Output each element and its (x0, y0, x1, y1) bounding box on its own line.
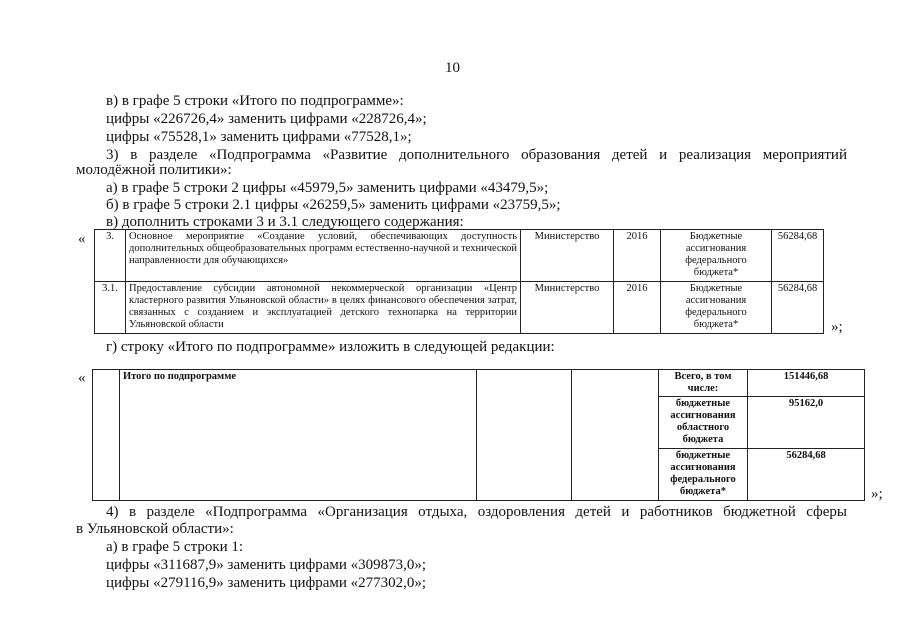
row-year: 2016 (614, 230, 661, 282)
text-line: цифры «75528,1» заменить цифрами «77528,1»; (106, 129, 412, 145)
row-source: Бюджетные ассигнования федерального бюджета* (661, 282, 772, 334)
row-amount: 95162,0 (748, 397, 865, 449)
text-line: в) дополнить строками 3 и 3.1 следующего содержания: (106, 214, 464, 230)
text-line: цифры «226726,4» заменить цифрами «228726,4»; (106, 111, 427, 127)
text-line: 4) в разделе «Подпрограмма «Организация отдыха, оздоровления детей и работников бюджетной сферы (106, 504, 847, 520)
text-line: цифры «311687,9» заменить цифрами «309873,0»; (106, 557, 427, 573)
row-description: Предоставление субсидии автономной некоммерческой организации «Центр кластерного развития Ульяновской области» в целях финансового обеспечения затрат, связанных с созданием и эксплуатацией детского технопарка на территории Ульяновской области (126, 282, 521, 334)
text-line: 3) в разделе «Подпрограмма «Развитие дополнительного образования детей и реализация мероприятий (106, 147, 847, 163)
table-row (93, 370, 865, 397)
page-number: 10 (445, 60, 460, 76)
row-number: 3.1. (95, 282, 126, 334)
table-additions (94, 229, 824, 334)
text-line: в Ульяновской области»: (76, 521, 234, 537)
row-source: бюджетные ассигнования федерального бюджета* (659, 449, 748, 501)
text-line: молодёжной политики»: (76, 162, 232, 178)
row-number: 3. (95, 230, 126, 282)
row-source: Всего, в том числе: (659, 370, 748, 397)
row-amount: 151446,68 (748, 370, 865, 397)
table-total (92, 369, 865, 501)
table-row (95, 230, 824, 282)
row-amount: 56284,68 (772, 282, 824, 334)
text-line: а) в графе 5 строки 2 цифры «45979,5» заменить цифрами «43479,5»; (106, 180, 549, 196)
row-amount: 56284,68 (748, 449, 865, 501)
row-executor: Министерство (521, 282, 614, 334)
text-line: в) в графе 5 строки «Итого по подпрограмме»: (106, 93, 404, 109)
row-amount: 56284,68 (772, 230, 824, 282)
quote-open: « (78, 231, 86, 247)
text-line: г) строку «Итого по подпрограмме» изложить в следующей редакции: (106, 339, 555, 355)
row-source: бюджетные ассигнования областного бюджета (659, 397, 748, 449)
empty-cell (572, 370, 659, 501)
row-year: 2016 (614, 282, 661, 334)
total-title: Итого по подпрограмме (120, 370, 477, 501)
text-line: а) в графе 5 строки 1: (106, 539, 244, 555)
row-source: Бюджетные ассигнования федерального бюджета* (661, 230, 772, 282)
text-line: цифры «279116,9» заменить цифрами «277302,0»; (106, 575, 427, 591)
table-row (95, 282, 824, 334)
quote-open: « (78, 370, 86, 386)
row-description: Основное мероприятие «Создание условий, обеспечивающих доступность дополнительных общеобразовательных программ естественно-научной и технической направленности для обучающихся» (126, 230, 521, 282)
empty-cell (477, 370, 572, 501)
empty-cell (93, 370, 120, 501)
quote-close: »; (871, 486, 883, 502)
quote-close: »; (831, 319, 843, 335)
row-executor: Министерство (521, 230, 614, 282)
text-line: б) в графе 5 строки 2.1 цифры «26259,5» заменить цифрами «23759,5»; (106, 197, 561, 213)
